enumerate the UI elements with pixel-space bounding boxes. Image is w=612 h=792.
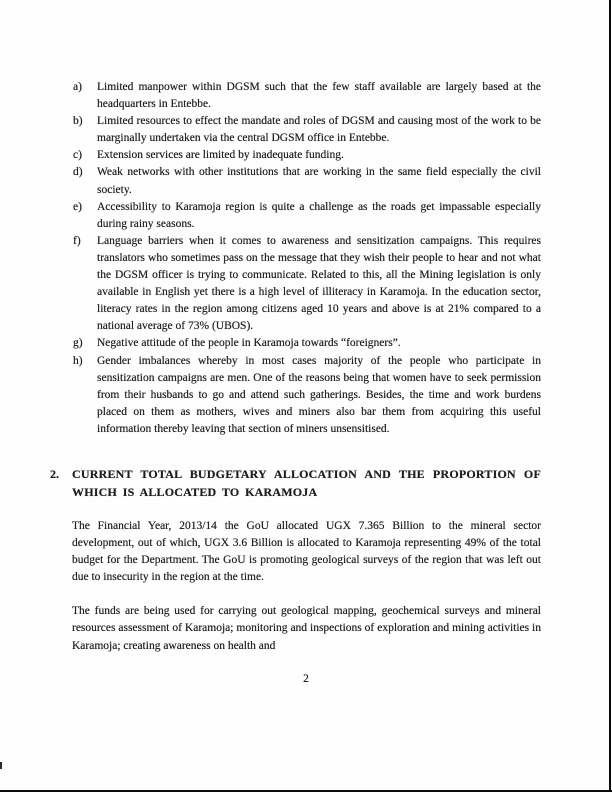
paragraph: The Financial Year, 2013/14 the GoU allocated UGX 7.365 Billion to the mineral sector development, out of which, UGX 3.6 Billion is allocated to Karamoja representing 49% of the total budget for the Department. The GoU is promoting geological surveys of the region that was left out due to insecurity in the region at the time.	[72, 519, 541, 584]
list-item	[73, 79, 541, 113]
body-paragraphs	[0, 518, 612, 655]
scan-artifact-left	[0, 762, 2, 769]
list-item-text: Negative attitude of the people in Karamoja towards “foreigners”.	[97, 337, 401, 350]
section-title: CURRENT TOTAL BUDGETARY ALLOCATION AND THE PROPORTION OF WHICH IS ALLOCATED TO KARAMOJA	[72, 466, 541, 499]
section-heading	[50, 465, 541, 501]
list-item-label: f)	[73, 234, 81, 247]
list-item-text: Gender imbalances whereby in most cases majority of the people who participate in sensitization campaigns are men. One of the reasons being that women have to seek permission from their husbands to go and attend such gatherings. Besides, the time and work burdens placed on them as mothers, wives and miners also bar them from acquiring this useful information thereby leaving that section of miners unsensitised.	[97, 354, 541, 435]
list-item-text: Limited manpower within DGSM such that the few staff available are largely based at the headquarters in Entebbe.	[97, 81, 541, 111]
list-item-text: Language barriers when it comes to awareness and sensitization campaigns. This requires translators who sometimes pass on the message that they wish their people to hear and not what the DGSM officer is trying to communicate. Related to this, all the Mining legislation is only available in English yet there is a high level of illiteracy in Karamoja. In the education sector, literacy rates in the region among citizens aged 10 years and above is at 21% compared to a national average of 73% (UBOS).	[97, 234, 541, 333]
list-item-label: c)	[73, 149, 82, 162]
page-content	[0, 79, 612, 688]
list-item	[73, 147, 541, 164]
list-item-text: Accessibility to Karamoja region is quite a challenge as the roads get impassable especially during rainy seasons.	[97, 200, 541, 230]
list-item-label: g)	[73, 337, 83, 350]
list-item	[73, 113, 541, 147]
list-item	[73, 199, 541, 233]
paragraph: The funds are being used for carrying out geological mapping, geochemical surveys and mineral resources assessment of Karamoja; monitoring and inspections of exploration and mining activities in Karamoja; creating awareness on health and	[72, 605, 541, 652]
list-item-label: h)	[73, 354, 83, 367]
list-item-text: Weak networks with other institutions that are working in the same field especially the civil society.	[97, 166, 541, 196]
list-item-label: b)	[73, 115, 83, 128]
list-item-label: a)	[73, 81, 82, 93]
page-number: 2	[303, 672, 309, 685]
list-item	[73, 335, 541, 352]
list-item	[73, 164, 541, 198]
list-item	[73, 353, 541, 438]
list-item-text: Limited resources to effect the mandate and roles of DGSM and causing most of the work to be marginally undertaken via the central DGSM office in Entebbe.	[97, 115, 541, 145]
constraints-list	[73, 79, 541, 438]
list-item	[73, 233, 541, 336]
scan-edge-right	[609, 0, 611, 792]
list-item-text: Extension services are limited by inadequate funding.	[97, 149, 344, 162]
section-number: 2.	[50, 466, 59, 481]
list-item-label: d)	[73, 166, 83, 179]
list-item-label: e)	[73, 200, 82, 213]
